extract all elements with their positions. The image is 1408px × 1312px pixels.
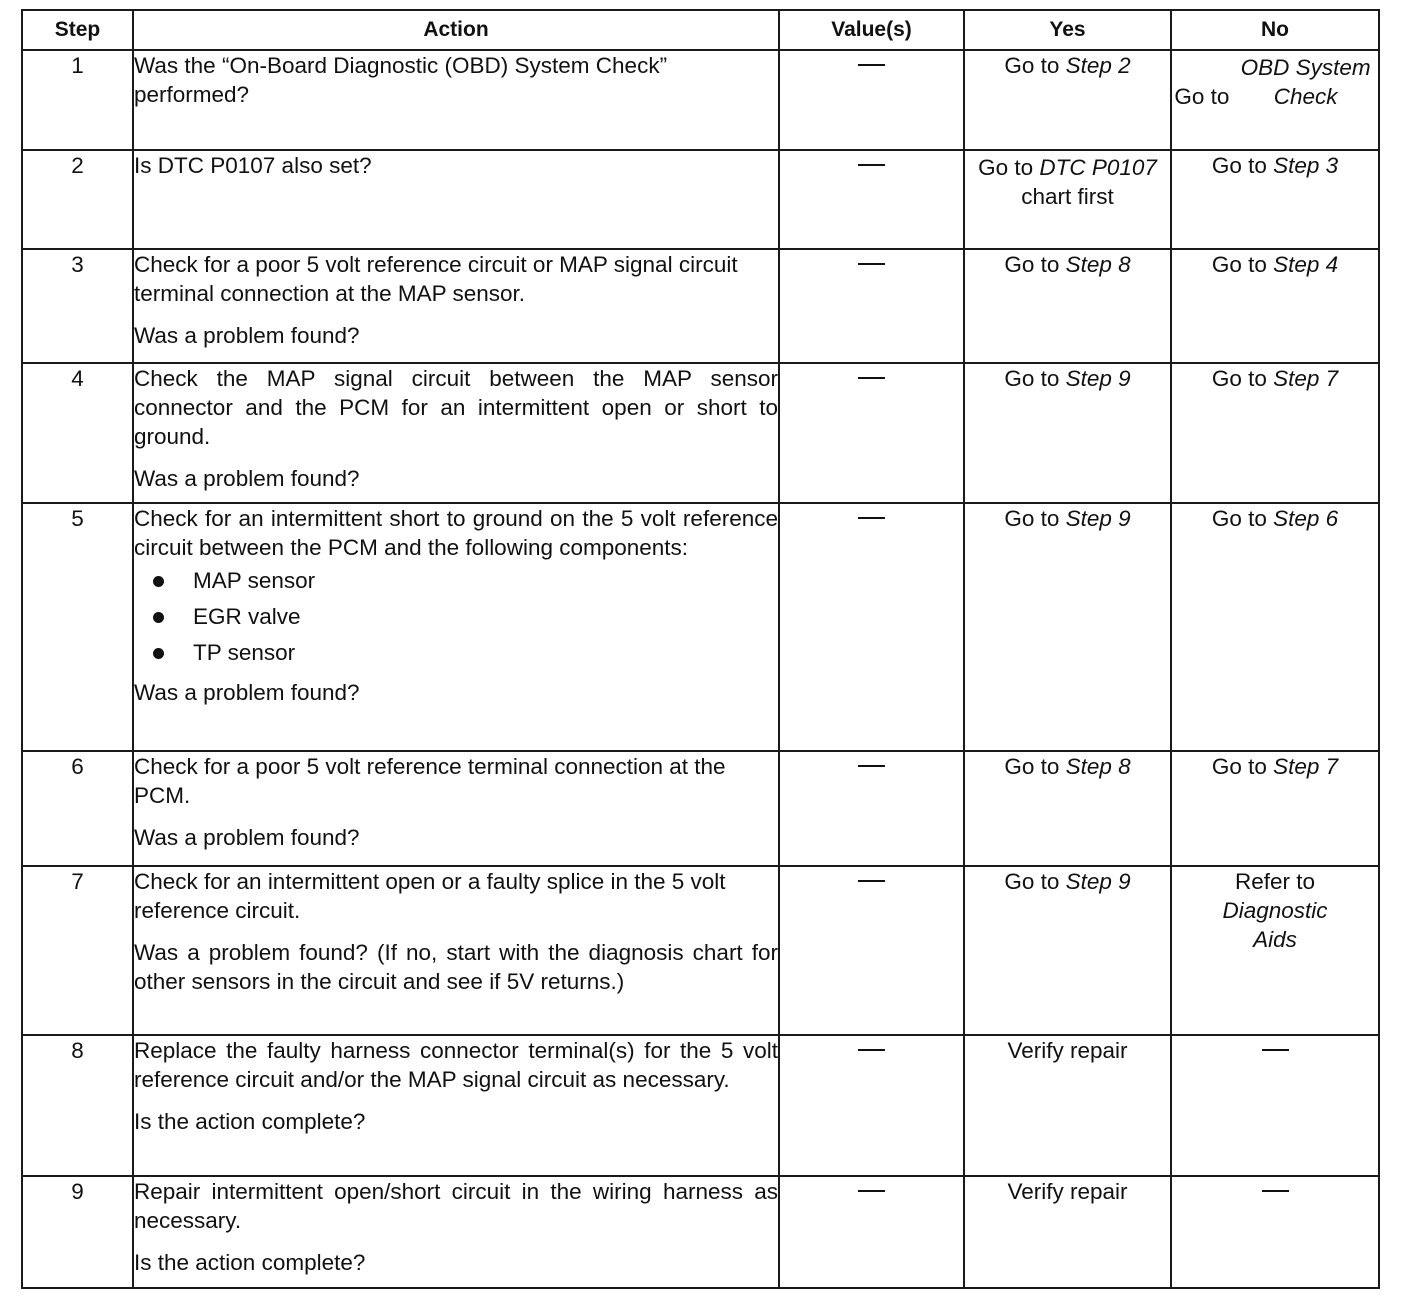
action-text: Replace the faulty harness connector terminal(s) for the 5 volt reference circuit and/or the MAP signal circuit as necessary.: [134, 1038, 778, 1092]
action-cell: [133, 50, 779, 150]
value-cell: [779, 751, 964, 866]
table-header-row: [22, 10, 1379, 50]
yes-cell: Go to Step 8: [964, 751, 1171, 866]
yes-cell: Go to DTC P0107 chart first: [964, 150, 1171, 249]
table-row: [22, 249, 1379, 363]
action-cell: [133, 1035, 779, 1176]
value-dash: [858, 377, 885, 379]
header-value: Value(s): [779, 10, 964, 50]
value-cell: [779, 363, 964, 503]
step-number: 7: [22, 866, 133, 1035]
action-question: Is the action complete?: [134, 1109, 366, 1134]
step-number: 9: [22, 1176, 133, 1288]
table-row: [22, 751, 1379, 866]
action-question: Was a problem found?: [134, 825, 360, 850]
no-cell: Go to Step 7: [1171, 363, 1379, 503]
no-cell: Refer to Diagnostic Aids: [1171, 866, 1379, 1035]
header-no: No: [1171, 10, 1379, 50]
step-number: 8: [22, 1035, 133, 1176]
yes-cell: Go to Step 9: [964, 503, 1171, 751]
value-dash: [858, 263, 885, 265]
no-cell: Go to OBD System Check: [1171, 50, 1379, 150]
no-cell: Go to Step 4: [1171, 249, 1379, 363]
step-number: 4: [22, 363, 133, 503]
table-row: [22, 866, 1379, 1035]
action-question: Was a problem found?: [134, 680, 360, 705]
yes-cell: Verify repair: [964, 1035, 1171, 1176]
value-cell: [779, 1035, 964, 1176]
diagnostic-table: [21, 9, 1380, 1289]
table-row: [22, 1035, 1379, 1176]
bullet-icon: [153, 612, 164, 623]
value-cell: [779, 150, 964, 249]
yes-cell: Go to Step 2: [964, 50, 1171, 150]
no-cell: [1171, 1035, 1379, 1176]
list-item: TP sensor: [134, 637, 778, 673]
header-yes: Yes: [964, 10, 1171, 50]
value-cell: [779, 503, 964, 751]
value-dash: [858, 765, 885, 767]
action-question: Was a problem found? (If no, start with the diagnosis chart for other sensors in the circuit and see if 5V returns.): [134, 940, 778, 994]
action-question: Is the action complete?: [134, 1250, 366, 1275]
table-row: [22, 150, 1379, 249]
step-number: 6: [22, 751, 133, 866]
value-dash: [858, 880, 885, 882]
list-item: EGR valve: [134, 601, 778, 637]
table-row: [22, 503, 1379, 751]
action-text: Check for an intermittent short to ground on the 5 volt reference circuit between the PCM and the following components:: [134, 506, 778, 560]
step-number: 5: [22, 503, 133, 751]
action-cell: [133, 866, 779, 1035]
list-item: MAP sensor: [134, 565, 778, 601]
action-text: Check the MAP signal circuit between the MAP sensor connector and the PCM for an intermittent open or short to ground.: [134, 366, 778, 449]
value-dash: [858, 1190, 885, 1192]
no-cell: Go to Step 3: [1171, 150, 1379, 249]
value-cell: [779, 50, 964, 150]
action-text: Check for an intermittent open or a faulty splice in the 5 volt reference circuit.: [134, 869, 726, 923]
no-cell: [1171, 1176, 1379, 1288]
action-cell: [133, 751, 779, 866]
component-list: [134, 565, 778, 673]
step-number: 1: [22, 50, 133, 150]
action-text: Was the “On-Board Diagnostic (OBD) System Check” performed?: [134, 53, 668, 107]
no-dash: [1262, 1190, 1289, 1192]
action-cell: [133, 503, 779, 751]
value-dash: [858, 64, 885, 66]
value-cell: [779, 866, 964, 1035]
yes-cell: Go to Step 9: [964, 363, 1171, 503]
action-text: Check for a poor 5 volt reference terminal connection at the PCM.: [134, 754, 726, 808]
value-dash: [858, 1049, 885, 1051]
table-row: [22, 363, 1379, 503]
table-row: [22, 50, 1379, 150]
value-cell: [779, 1176, 964, 1288]
no-dash: [1262, 1049, 1289, 1051]
action-cell: [133, 1176, 779, 1288]
no-cell: Go to Step 6: [1171, 503, 1379, 751]
yes-cell: Go to Step 8: [964, 249, 1171, 363]
action-text: Check for a poor 5 volt reference circuit or MAP signal circuit terminal connection at the MAP sensor.: [134, 252, 738, 306]
bullet-icon: [153, 648, 164, 659]
step-number: 2: [22, 150, 133, 249]
header-action: Action: [133, 10, 779, 50]
action-question: Was a problem found?: [134, 466, 360, 491]
yes-cell: Verify repair: [964, 1176, 1171, 1288]
header-step: Step: [22, 10, 133, 50]
no-cell: Go to Step 7: [1171, 751, 1379, 866]
action-cell: [133, 363, 779, 503]
action-question: Was a problem found?: [134, 323, 360, 348]
action-text: Is DTC P0107 also set?: [134, 153, 372, 178]
bullet-icon: [153, 576, 164, 587]
action-cell: [133, 249, 779, 363]
yes-cell: Go to Step 9: [964, 866, 1171, 1035]
action-cell: [133, 150, 779, 249]
table-row: [22, 1176, 1379, 1288]
value-dash: [858, 164, 885, 166]
value-dash: [858, 517, 885, 519]
action-text: Repair intermittent open/short circuit in the wiring harness as necessary.: [134, 1179, 778, 1233]
step-number: 3: [22, 249, 133, 363]
value-cell: [779, 249, 964, 363]
